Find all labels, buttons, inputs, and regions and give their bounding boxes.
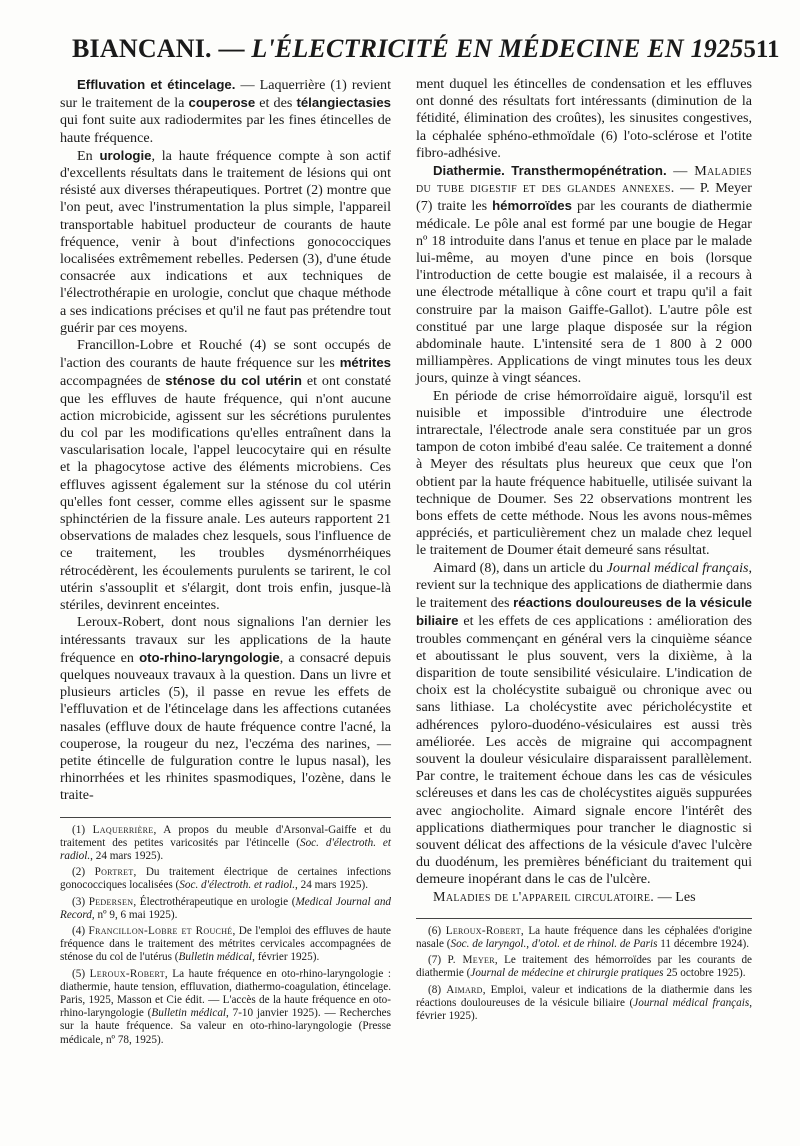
paragraph: Francillon-Lobre et Rouché (4) se sont occupés de l'action des courants de haute fréquence sur les métrites accompagnées de sténose du col utérin et ont constaté que les effluves de haute fréquence, qui n'ont aucune action microbicide, agissent sur les sécrétions purulentes du col par les modifications qu'elles entraînent dans la vascularisation locale, l'appel leucocytaire qui en résulte et la phagocytose active des éléments microbiens. Ces effluves agissent également sur la sténose du col utérin qu'elles font cesser, comme elles agissent sur le spasme sphinctérien de la fissure anale. Les auteurs rapportent 21 observations de malades chez lesquels, sous l'influence de ce traitement, les troubles dysménorrhéiques rétrocédèrent, les écoulements purulents se tarirent, le col utérin s'assouplit et s'élargit, dont trois enfin, jusque-là stériles, devinrent enceintes.: [60, 337, 391, 614]
footnote: (7) P. Meyer, Le traitement des hémorroïdes par les courants de diathermie (Journal de médecine et chirurgie pratiques 25 octobre 1925).: [416, 954, 753, 980]
running-header: [72, 34, 780, 70]
paragraph: Effluvation et étincelage. — Laquerrière (1) revient sur le traitement de la couperose et des télangiectasies qui font suite aux radiodermites par les fines étincelles de haute fréquence.: [60, 77, 391, 146]
right-column: [416, 76, 752, 1026]
paragraph: En période de crise hémorroïdaire aiguë, lorsqu'il est nuisible et impossible d'introduire une électrode intrarectale, l'électrode anale sera constituée par un gros tampon de coton imbibé d'eau salée. Ce traitement a donné à Meyer des résultats plus heureux que ceux que l'on obtient par la haute fréquence habituelle, utilisée suivant la technique de Doumer. Ses 22 observations montrent les bons effets de cette méthode. Nous les avons nous-mêmes appréciés, et particulièrement chez un malade chez lequel le traitement de Doumer était demeuré sans résultat.: [416, 387, 752, 559]
paragraph: En urologie, la haute fréquence compte à son actif d'excellents résultats dans le traitement de lésions qui ont résisté aux diverses thérapeutiques. Portret (2) montre que l'on peut, avec l'instrumentation la plus simple, l'appareil transportable habituel producteur de courants de haute fréquence, venir à bout d'infections gonococciques localisées extrêmement rebelles. Pedersen (3), d'une étude consacrée aux indications et aux techniques de l'électrothérapie en urologie, conclut que chaque méthode a ses indications précises et qu'il ne faut pas prétendre tout guérir par ces moyens.: [60, 147, 391, 336]
footnote: (8) Aimard, Emploi, valeur et indications de la diathermie dans les réactions douloureuses de la vésicule biliaire (Journal médical français, février 1925).: [416, 983, 753, 1022]
paragraph: Maladies de l'appareil circulatoire. — Les: [433, 888, 696, 905]
left-column: [60, 76, 391, 1050]
footnote: (5) Leroux-Robert, La haute fréquence en oto-rhino-laryngologie : diathermie, haute tension, effluvation, diathermo-coagulation, étincelage. Paris, 1925, Masson et Cie édit. — L'accès de la haute fréquence en oto-rhino-laryngologie (Bulletin médical, 7-10 janvier 1925). — Recherches sur la haute fréquence. Sa valeur en oto-rhino-laryngologie (Presse médicale, nº 78, 1925).: [60, 967, 391, 1046]
footnotes-left: [60, 817, 391, 1047]
footnote: (6) Leroux-Robert, La haute fréquence dans les céphalées d'origine nasale (Soc. de laryngol., d'otol. et de rhinol. de Paris 11 décembre 1924).: [416, 924, 752, 950]
header-author: BIANCANI.: [72, 34, 212, 63]
paragraph: Diathermie. Transthermopénétration. — Maladies du tube digestif et des glandes annexes. — P. Meyer (7) traite les hémorroïdes par les courants de diathermie médicale. Le pôle anal est formé par une bougie de Hegar nº 18 introduite dans l'anus et tenue en place par le malade lui-même, au moyen d'une pince en bois (lorsque l'introduction de cette bougie est malaisée, il a recours à une électrode métallique à cône court et trapu qu'il a fait construire par la maison Gaiffe-Gallot). L'autre pôle est constitué par une large plaque disposée sur la région abdominale haute. L'intensité sera de 1 800 à 2 000 milliampères. Applications de vingt minutes tous les deux jours, quinze à vingt séances.: [416, 163, 752, 387]
footnote: (3) Pedersen, Électrothérapeutique en urologie (Medical Journal and Record, nº 9, 6 mai 1925).: [60, 895, 392, 921]
footnote: (2) Portret, Du traitement électrique de certaines infections gonococciques localisées (Soc. d'électroth. et radiol., 24 mars 1925).: [60, 866, 391, 892]
footnotes-right: [416, 918, 752, 1023]
paragraph: ment duquel les étincelles de condensation et les effluves ont donné des résultats fort intéressants (diminution de la fétidité, élimination des croûtes), les sinusites congestives, la céphalée sphéno-ethmoïdale (6) l'oto-sclérose et l'otite fibro-adhésive.: [416, 76, 752, 161]
header-title: L'ÉLECTRICITÉ EN MÉDECINE EN 1925: [251, 34, 744, 63]
paragraph: Leroux-Robert, dont nous signalions l'an dernier les intéressants travaux sur les applications de la haute fréquence en oto-rhino-laryngologie, a consacré depuis quelques nouveaux travaux à la question. Dans un livre et plusieurs articles (5), il passe en revue les effets de l'effluvation et de l'étincelage dans les affections cutanées nasales (effluve doux de haute fréquence contre l'acné, la couperose, la rougeur du nez, l'eczéma des narines, — petite étincelle de fulguration contre le lupus nasal), les rhinorrhées et les rhinites spasmodiques, l'ozène, dans le traite-: [60, 614, 391, 804]
footnote: (4) Francillon-Lobre et Rouché, De l'emploi des effluves de haute fréquence dans le traitement des métrites cervicales accompagnées de sténose du col de l'utérus (Bulletin médical, février 1925).: [60, 924, 391, 964]
page-number: 511: [743, 36, 780, 63]
header-title-line: BIANCANI. — L'ÉLECTRICITÉ EN MÉDECINE EN 1925: [72, 34, 744, 63]
paragraph: Aimard (8), dans un article du Journal médical français, revient sur la technique des applications de diathermie dans le traitement des réactions douloureuses de la vésicule biliaire et les effets de ces applications : amélioration des troubles commençant en général vers la cinquième séance et aboutissant le plus souvent, vers la dixième, à la disparition de toute sensibilité vésiculaire. L'indication de choix est la cholécystite subaiguë ou chronique avec ou sans lithiase. La cholécystite avec péricholécystite et adhérences pyloro-duodéno-vésiculaires est aussi très améliorée. Les accès de migraine qui accompagnent souvent la douleur vésiculaire disparaissent parallèlement. Par contre, le traitement échoue dans les cas de vésicules scléreuses et dans les cas de cholécystites aiguës suppurées avec angiocholite. Aimard signale encore l'intérêt des applications diathermiques pour trancher le diagnostic si souvent délicat des affections de la vésicule d'avec l'ulcère du duodénum, les premières bénéficiant du traitement qui demeure inopérant dans le cas de l'ulcère.: [416, 559, 752, 888]
footnote: (1) Laquerrière, A propos du meuble d'Arsonval-Gaiffe et du traitement des petites varicosités par l'étincelle (Soc. d'électroth. et radiol., 24 mars 1925).: [60, 823, 391, 862]
